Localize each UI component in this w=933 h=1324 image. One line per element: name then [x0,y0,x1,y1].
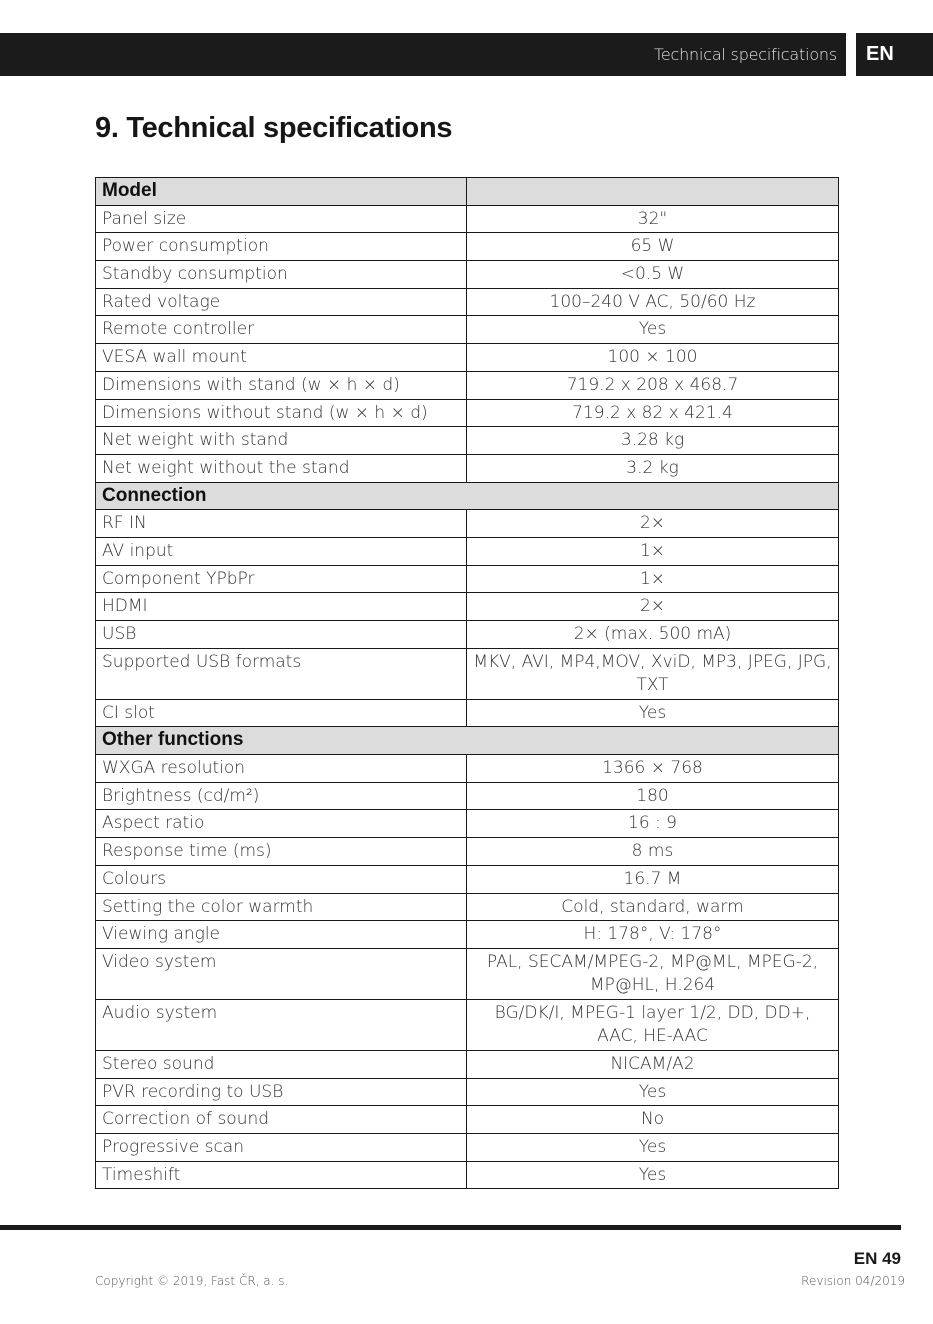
spec-value: 3.2 kg [467,454,839,482]
spec-value: 1× [467,565,839,593]
spec-value: 65 W [467,233,839,261]
spec-value: Cold, standard, warm [467,893,839,921]
spec-value: MKV, AVI, MP4,MOV, XviD, MP3, JPEG, JPG, TXT [467,648,839,699]
section-heading-blank [467,178,839,206]
spec-row [96,1050,839,1078]
spec-label: PVR recording to USB [96,1078,467,1106]
spec-row [96,399,839,427]
spec-label: USB [96,621,467,649]
spec-row [96,427,839,455]
spec-value: Yes [467,699,839,727]
spec-value: 32" [467,205,839,233]
spec-value: NICAM/A2 [467,1050,839,1078]
spec-row [96,593,839,621]
spec-row [96,810,839,838]
spec-row [96,999,839,1050]
spec-row [96,893,839,921]
spec-value: 719.2 x 82 x 421.4 [467,399,839,427]
section-heading: Connection [96,482,839,510]
spec-label: RF IN [96,510,467,538]
spec-value: 16 : 9 [467,810,839,838]
spec-row [96,344,839,372]
spec-label: Rated voltage [96,288,467,316]
spec-label: Timeshift [96,1161,467,1189]
spec-value: H: 178°, V: 178° [467,921,839,949]
spec-row [96,288,839,316]
spec-value: Yes [467,1133,839,1161]
header-section-title: Technical specifications [654,45,837,64]
language-tab: EN [856,33,933,76]
section-header-row [96,178,839,206]
spec-row [96,648,839,699]
spec-row [96,454,839,482]
spec-row [96,621,839,649]
spec-row [96,510,839,538]
spec-value: Yes [467,1078,839,1106]
spec-value: BG/DK/I, MPEG-1 layer 1/2, DD, DD+, AAC, HE-AAC [467,999,839,1050]
spec-label: Setting the color warmth [96,893,467,921]
spec-value: Yes [467,316,839,344]
spec-value: 100 × 100 [467,344,839,372]
spec-label: Standby consumption [96,261,467,289]
spec-label: Stereo sound [96,1050,467,1078]
spec-label: Video system [96,948,467,999]
page-title: 9. Technical specifications [95,112,453,144]
page-number: EN 49 [853,1249,901,1268]
spec-value: 2× [467,593,839,621]
spec-label: AV input [96,537,467,565]
spec-value: 16.7 M [467,865,839,893]
spec-label: Colours [96,865,467,893]
spec-row [96,1106,839,1134]
spec-table [95,177,839,1189]
spec-label: Viewing angle [96,921,467,949]
spec-label: Net weight without the stand [96,454,467,482]
spec-label: Net weight with stand [96,427,467,455]
spec-label: Brightness (cd/m²) [96,782,467,810]
spec-row [96,233,839,261]
spec-value: 1366 × 768 [467,755,839,783]
spec-row [96,1161,839,1189]
spec-value: 100–240 V AC, 50/60 Hz [467,288,839,316]
section-header-row [96,482,839,510]
spec-label: Power consumption [96,233,467,261]
spec-row [96,537,839,565]
spec-row [96,371,839,399]
spec-value: 2× (max. 500 mA) [467,621,839,649]
spec-label: Component YPbPr [96,565,467,593]
spec-label: Response time (ms) [96,838,467,866]
spec-value: 3.28 kg [467,427,839,455]
spec-label: Remote controller [96,316,467,344]
section-heading: Other functions [96,727,839,755]
spec-row [96,565,839,593]
spec-label: Dimensions without stand (w × h × d) [96,399,467,427]
spec-label: Panel size [96,205,467,233]
spec-row [96,316,839,344]
spec-label: WXGA resolution [96,755,467,783]
spec-row [96,921,839,949]
section-header-row [96,727,839,755]
spec-value: 1× [467,537,839,565]
header-bar [0,33,846,76]
spec-label: VESA wall mount [96,344,467,372]
spec-row [96,755,839,783]
spec-label: Audio system [96,999,467,1050]
spec-value: 8 ms [467,838,839,866]
copyright-text: Copyright © 2019, Fast ČR, a. s. [95,1274,289,1288]
spec-label: Aspect ratio [96,810,467,838]
spec-label: Supported USB formats [96,648,467,699]
spec-value: PAL, SECAM/MPEG-2, MP@ML, MPEG-2, MP@HL, H.264 [467,948,839,999]
spec-label: Progressive scan [96,1133,467,1161]
spec-value: 2× [467,510,839,538]
spec-value: <0.5 W [467,261,839,289]
spec-row [96,1078,839,1106]
spec-row [96,1133,839,1161]
spec-value: 719.2 x 208 x 468.7 [467,371,839,399]
footer-rule [0,1225,901,1230]
spec-row [96,699,839,727]
spec-value: 180 [467,782,839,810]
revision-text: Revision 04/2019 [801,1274,905,1288]
spec-row [96,838,839,866]
spec-label: HDMI [96,593,467,621]
spec-label: CI slot [96,699,467,727]
spec-row [96,261,839,289]
spec-value: Yes [467,1161,839,1189]
section-heading: Model [96,178,467,206]
spec-label: Dimensions with stand (w × h × d) [96,371,467,399]
spec-row [96,205,839,233]
spec-row [96,782,839,810]
spec-row [96,948,839,999]
spec-value: No [467,1106,839,1134]
spec-row [96,865,839,893]
spec-label: Correction of sound [96,1106,467,1134]
